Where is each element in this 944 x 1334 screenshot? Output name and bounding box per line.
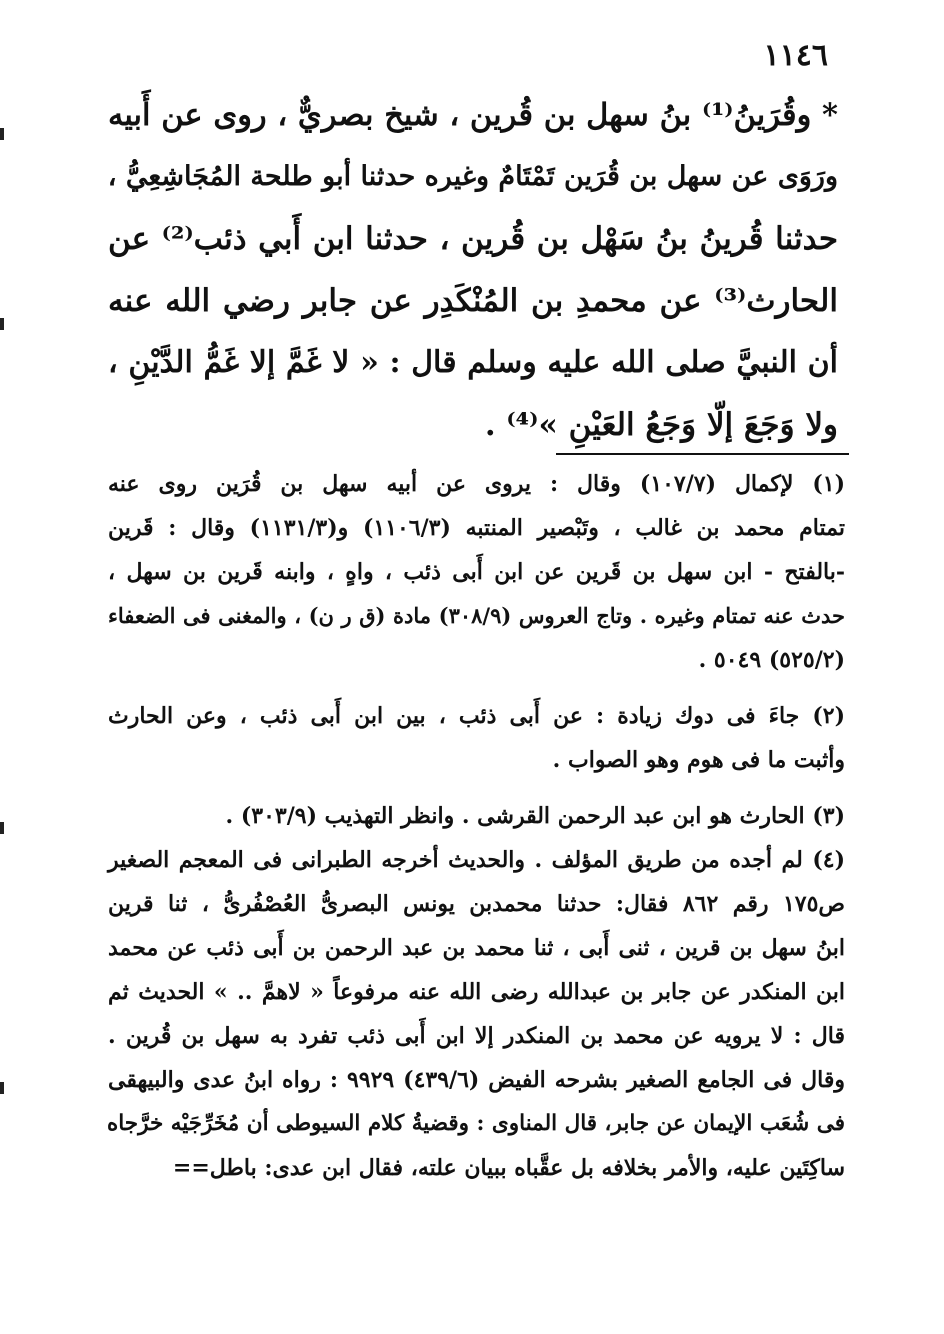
footnote-1 — [108, 462, 845, 682]
footnote-2 — [108, 694, 845, 782]
footnotes — [108, 462, 845, 1190]
main-text-line: ورَوَى عن سهل بن قُرَين تَمْتَامٌ وغيره حدثنا أبو طلحة المُجَاشِعِيُّ ، — [107, 161, 838, 192]
footnote-line: (١) لإكمال (١٠٧/٧) وقال : يروى عن أبيه سهل بن قُرَين روى عنه — [108, 471, 845, 497]
footnote-line: وقال فى الجامع الصغير بشرحه الفيض (٤٣٩/٦) ٩٩٢٩ : رواه ابنُ عدى والبيهقى — [108, 1067, 845, 1093]
footnote-line: قال : لا يرويه عن محمد بن المنكدر إلا ابن أَبى ذئب تفرد به سهل بن قُرين . — [108, 1023, 845, 1049]
footnote-separator — [556, 453, 849, 455]
scan-edge-mark — [0, 822, 4, 834]
footnote-line: (٤) لم أجده من طريق المؤلف . والحديث أخرجه الطبرانى فى المعجم الصغير — [108, 847, 845, 873]
main-text-line: أن النبيَّ صلى الله عليه وسلم قال : « لا غَمَّ إلا غَمُّ الدَّيْنِ ، — [108, 345, 838, 380]
main-text-line: ولا وَجَعَ إلّا وَجَعُ العَيْنِ »⁽⁴⁾ . — [484, 407, 838, 443]
footnote-line: ابنُ سهل بن قرين ، ثنى أَبى ، ثنا محمد بن عبد الرحمن بن أَبى ذئب عن محمد — [108, 935, 845, 961]
footnote-line: فى شُعَب الإيمان عن جابر، قال المناوى : وقضيةُ كلام السيوطى أن مُخَرِّجَيْه خرَّجاه — [106, 1111, 845, 1136]
footnote-line: (٢) جاءَ فى دوك زيادة : عن أَبى ذئب ، بين ابن أَبى ذئب ، وعن الحارث — [108, 703, 845, 729]
footnote-3 — [108, 794, 845, 838]
scan-edge-mark — [0, 318, 4, 330]
footnote-line: (٥٢٥/٢) ٥٠٤٩ . — [698, 647, 845, 673]
footnote-line: (٣) الحارث هو ابن عبد الرحمن القرشى . وانظر التهذيب (٣٠٣/٩) . — [225, 803, 845, 829]
main-text-line: * وقُرَينُ⁽¹⁾ بنُ سهل بن قُرين ، شيخ بصريٌّ ، روى عن أَبيه — [108, 97, 838, 133]
footnote-line: ابن المنكدر عن جابر بن عبدالله رضى الله عنه مرفوعاً « لاهمَّ .. » الحديث ثم — [108, 979, 845, 1005]
main-text — [108, 84, 838, 456]
page-number: ١١٤٦ — [763, 38, 828, 73]
footnote-line: -بالفتح - ابن سهل بن قَرين عن ابن أَبى ذئب ، واهٍ ، وابنه قَرين بن سهل ، — [108, 559, 845, 585]
footnote-line: تمتام محمد بن غالب ، وتَبْصير المنتبه (١١٠٦/٣) و(١١٣١/٣) وقال : قَرين — [108, 515, 845, 541]
footnote-line: حدث عنه تمتام وغيره . وتاج العروس (٣٠٨/٩) مادة (ق ر ن) ، والمغنى فى الضعفاء — [108, 603, 846, 628]
footnote-line: وأثبت ما فى هوم وهو الصواب . — [552, 747, 845, 773]
footnote-line: ساكِتَين عليه، والأمر بخلافه بل عقَّباه ببيان علته، فقال ابن عدى: باطل== — [172, 1155, 845, 1181]
footnote-4 — [108, 838, 845, 1190]
footnote-line: ص١٧٥ رقم ٨٦٢ فقال: حدثنا محمدبن يونس البصرىُّ العُصْفُرىُّ ، ثنا قرين — [108, 891, 845, 917]
main-text-line: حدثنا قُرينُ بنُ سَهْل بن قُرين ، حدثنا ابن أَبي ذئب⁽²⁾ عن — [108, 221, 839, 257]
main-text-line: الحارث⁽³⁾ عن محمدِ بن المُنْكَدِر عن جابر رضي الله عنه — [108, 283, 838, 319]
scan-edge-mark — [0, 1082, 4, 1094]
scan-edge-mark — [0, 128, 4, 140]
